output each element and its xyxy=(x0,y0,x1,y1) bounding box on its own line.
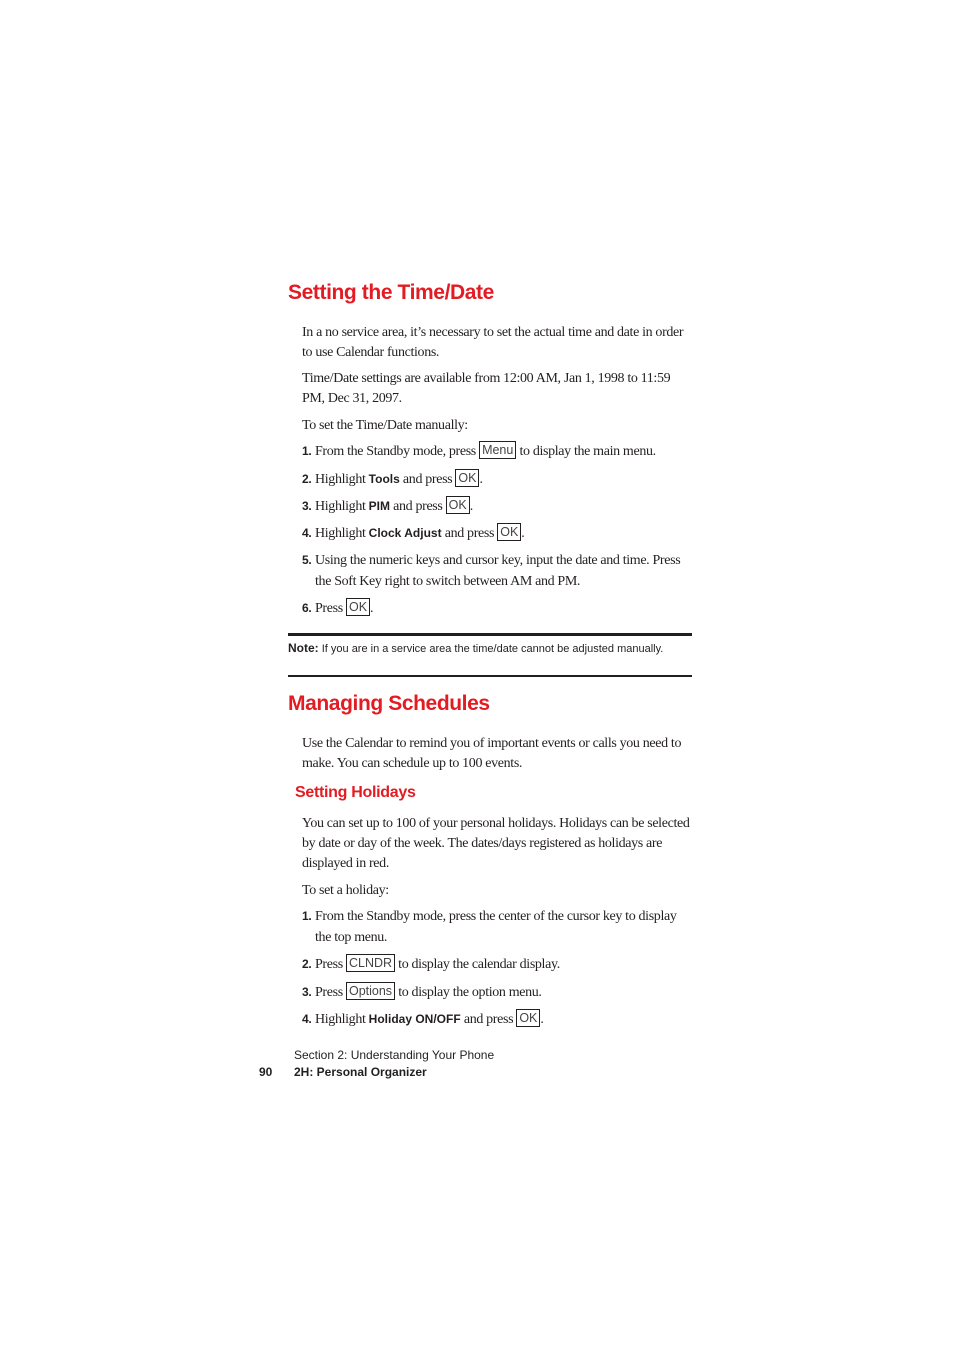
list-item: 4. Highlight Holiday ON/OFF and press OK . xyxy=(302,1011,544,1027)
note-text: If you are in a service area the time/date cannot be adjusted manually. xyxy=(318,643,664,655)
paragraph: You can set up to 100 of your personal holidays. Holidays can be selected by date or day of the week. The dates/days registered as holidays are displayed in red. xyxy=(302,816,690,871)
footer-section: Section 2: Understanding Your Phone xyxy=(294,1048,495,1062)
list-item: 4. Highlight Clock Adjust and press OK . xyxy=(302,525,525,541)
subsection-title-setting-holidays: Setting Holidays xyxy=(295,784,416,801)
ok-key: OK xyxy=(455,469,479,487)
list-item: 5. Using the numeric keys and cursor key, input the date and time. Press the Soft Key right to switch between AM and PM. xyxy=(302,553,681,589)
list-item: 3. Highlight PIM and press OK . xyxy=(302,498,473,514)
paragraph: To set the Time/Date manually: xyxy=(302,418,468,433)
list-item: 3. Press Options to display the option menu. xyxy=(302,984,542,1000)
section-title-managing-schedules: Managing Schedules xyxy=(288,692,490,715)
ok-key: OK xyxy=(516,1009,540,1027)
footer-chapter: 2H: Personal Organizer xyxy=(294,1065,427,1079)
list-item: 1. From the Standby mode, press Menu to display the main menu. xyxy=(302,443,656,459)
menu-key: Menu xyxy=(479,441,516,459)
paragraph: To set a holiday: xyxy=(302,883,389,898)
section-title-time-date: Setting the Time/Date xyxy=(288,281,494,304)
ok-key: OK xyxy=(346,598,370,616)
list-item: 2. Press CLNDR to display the calendar display. xyxy=(302,956,560,972)
options-key: Options xyxy=(346,982,395,1000)
ok-key: OK xyxy=(446,496,470,514)
ok-key: OK xyxy=(497,523,521,541)
list-item: 1. From the Standby mode, press the center of the cursor key to display the top menu. xyxy=(302,909,677,945)
clndr-key: CLNDR xyxy=(346,954,395,972)
paragraph: Time/Date settings are available from 12:00 AM, Jan 1, 1998 to 11:59 PM, Dec 31, 2097. xyxy=(302,371,671,406)
list-item: 2. Highlight Tools and press OK . xyxy=(302,471,483,487)
note-label: Note: xyxy=(288,641,319,655)
paragraph: In a no service area, it’s necessary to set the actual time and date in order to use Calendar functions. xyxy=(302,325,684,360)
list-item: 6. Press OK . xyxy=(302,600,374,616)
page-number: 90 xyxy=(259,1065,273,1079)
note-box xyxy=(288,633,692,677)
paragraph: Use the Calendar to remind you of important events or calls you need to make. You can schedule up to 100 events. xyxy=(302,736,682,771)
